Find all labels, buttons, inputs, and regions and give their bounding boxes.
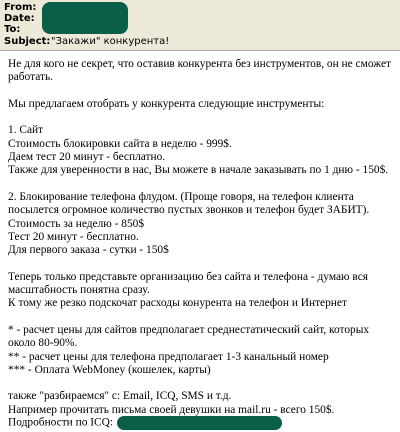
site-line: Даем тест 20 минут - бесплатно.: [8, 151, 166, 164]
site-section: [8, 124, 396, 177]
imagine-section: [8, 271, 396, 311]
note-phone: ** - расчет цены для телефона предполагает 1-3 канальный номер: [8, 350, 329, 363]
message-body: [8, 58, 396, 430]
from-label: From:: [4, 2, 37, 13]
site-line: Стоимость блокировки сайта в неделю - 999$.: [8, 137, 232, 150]
icq-details: [8, 416, 282, 430]
site-title: 1. Сайт: [8, 124, 44, 137]
redacted-icq-block: [117, 416, 282, 430]
also-text: также "разбираемся" с: Email, ICQ, SMS и т.д.: [8, 390, 232, 403]
also-section: [8, 390, 396, 417]
example-text: Например прочитать письма своей девушки на mail.ru - всего 150$.: [8, 403, 335, 416]
intro-paragraph: Не для кого не секрет, что оставив конкурента без инструментов, он не сможет работать.: [8, 58, 391, 84]
date-label: Date:: [4, 13, 35, 24]
phone-line: Для первого заказа - сутки - 150$: [8, 244, 169, 257]
offer-paragraph: Мы предлагаем отобрать у конкурента следующие инструменты:: [8, 97, 325, 110]
note-payment: *** - Оплата WebMoney (кошелек, карты): [8, 363, 211, 376]
redacted-sender-block: [42, 2, 128, 34]
imagine-text: Теперь только представьте организацию без сайта и телефона - думаю вся масштабность понятна сразу.: [8, 270, 368, 297]
costs-text: К тому же резко подскочат расходы конурента на телефон и Интернет: [8, 297, 347, 310]
to-label: To:: [4, 24, 21, 35]
phone-line: Стоимость за неделю - 850$: [8, 217, 145, 230]
message-header: [0, 0, 400, 51]
phone-line: Тест 20 минут - бесплатно.: [8, 230, 139, 243]
phone-title: 2. Блокирование телефона флудом. (Проще говоря, на телефон клиента посылется огромное количество пустых звонков и телефон будет ЗАБИТ).: [8, 190, 370, 217]
site-line: Также для уверенности в нас, Вы можете в начале заказывать по 1 дню - 150$.: [8, 164, 389, 177]
notes-section: [8, 324, 396, 377]
subject-row: [4, 36, 170, 47]
subject-value: "Закажи" конкурента!: [51, 36, 170, 47]
phone-section: [8, 191, 396, 257]
icq-details-label: Подробности по ICQ:: [8, 416, 114, 429]
note-sites: * - расчет цены для сайтов предполагает среднестатический сайт, которых около 80-90%.: [8, 323, 370, 350]
subject-label: Subject:: [4, 36, 51, 47]
